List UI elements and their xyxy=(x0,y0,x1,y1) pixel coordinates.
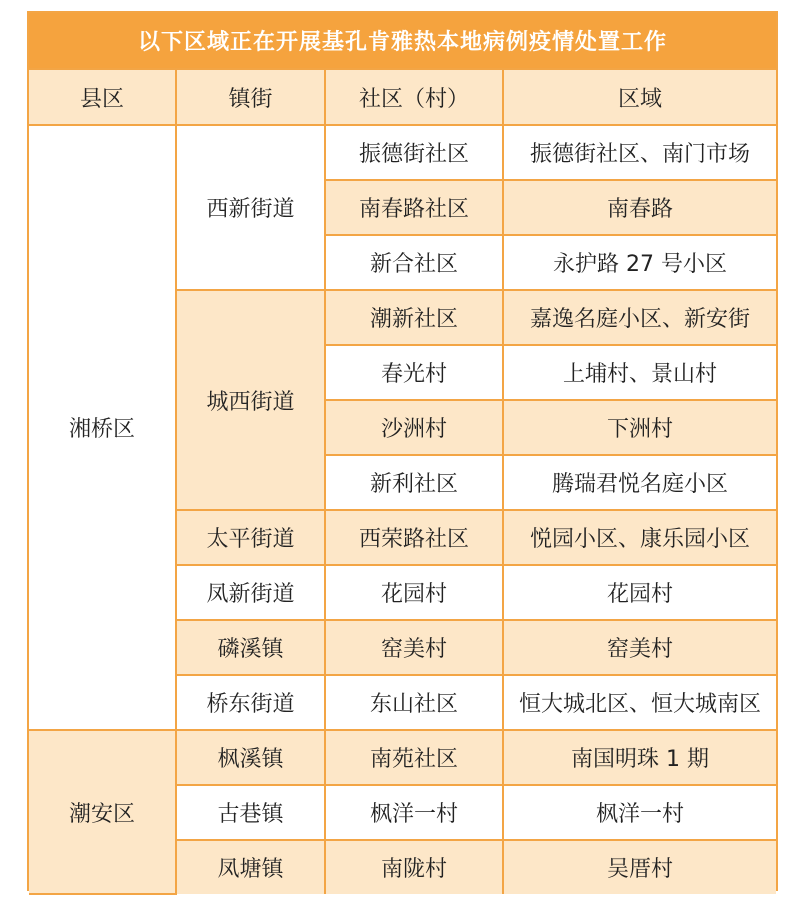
outbreak-area-table-card xyxy=(27,11,778,891)
area-cell: 南春路 xyxy=(503,180,776,235)
table-header-row xyxy=(29,70,776,125)
community-cell: 新利社区 xyxy=(325,455,503,510)
town-cell: 桥东街道 xyxy=(176,675,325,730)
community-cell: 枫洋一村 xyxy=(325,785,503,840)
town-cell: 太平街道 xyxy=(176,510,325,565)
area-cell: 上埔村、景山村 xyxy=(503,345,776,400)
town-cell: 西新街道 xyxy=(176,125,325,290)
community-cell: 沙洲村 xyxy=(325,400,503,455)
table-row xyxy=(29,730,776,785)
area-cell: 南国明珠 1 期 xyxy=(503,730,776,785)
area-cell: 嘉逸名庭小区、新安街 xyxy=(503,290,776,345)
community-cell: 花园村 xyxy=(325,565,503,620)
table-row xyxy=(29,125,776,180)
town-cell: 凤塘镇 xyxy=(176,840,325,894)
area-cell: 下洲村 xyxy=(503,400,776,455)
area-cell: 枫洋一村 xyxy=(503,785,776,840)
area-cell: 永护路 27 号小区 xyxy=(503,235,776,290)
header-area: 区域 xyxy=(503,70,776,125)
community-cell: 南苑社区 xyxy=(325,730,503,785)
community-cell: 新合社区 xyxy=(325,235,503,290)
town-cell: 凤新街道 xyxy=(176,565,325,620)
town-cell: 城西街道 xyxy=(176,290,325,510)
town-cell: 磷溪镇 xyxy=(176,620,325,675)
header-community: 社区（村） xyxy=(325,70,503,125)
area-cell: 悦园小区、康乐园小区 xyxy=(503,510,776,565)
area-cell: 吴厝村 xyxy=(503,840,776,894)
town-cell: 枫溪镇 xyxy=(176,730,325,785)
town-cell: 古巷镇 xyxy=(176,785,325,840)
area-cell: 窑美村 xyxy=(503,620,776,675)
community-cell: 窑美村 xyxy=(325,620,503,675)
header-county: 县区 xyxy=(29,70,176,125)
outbreak-area-table xyxy=(29,70,776,895)
community-cell: 南陇村 xyxy=(325,840,503,894)
community-cell: 西荣路社区 xyxy=(325,510,503,565)
table-title: 以下区域正在开展基孔肯雅热本地病例疫情处置工作 xyxy=(29,13,776,70)
community-cell: 东山社区 xyxy=(325,675,503,730)
community-cell: 南春路社区 xyxy=(325,180,503,235)
community-cell: 春光村 xyxy=(325,345,503,400)
area-cell: 腾瑞君悦名庭小区 xyxy=(503,455,776,510)
area-cell: 恒大城北区、恒大城南区 xyxy=(503,675,776,730)
area-cell: 花园村 xyxy=(503,565,776,620)
county-cell-chaoan: 潮安区 xyxy=(29,730,176,894)
county-cell-xiangqiao: 湘桥区 xyxy=(29,125,176,730)
header-town: 镇街 xyxy=(176,70,325,125)
area-cell: 振德街社区、南门市场 xyxy=(503,125,776,180)
community-cell: 振德街社区 xyxy=(325,125,503,180)
community-cell: 潮新社区 xyxy=(325,290,503,345)
